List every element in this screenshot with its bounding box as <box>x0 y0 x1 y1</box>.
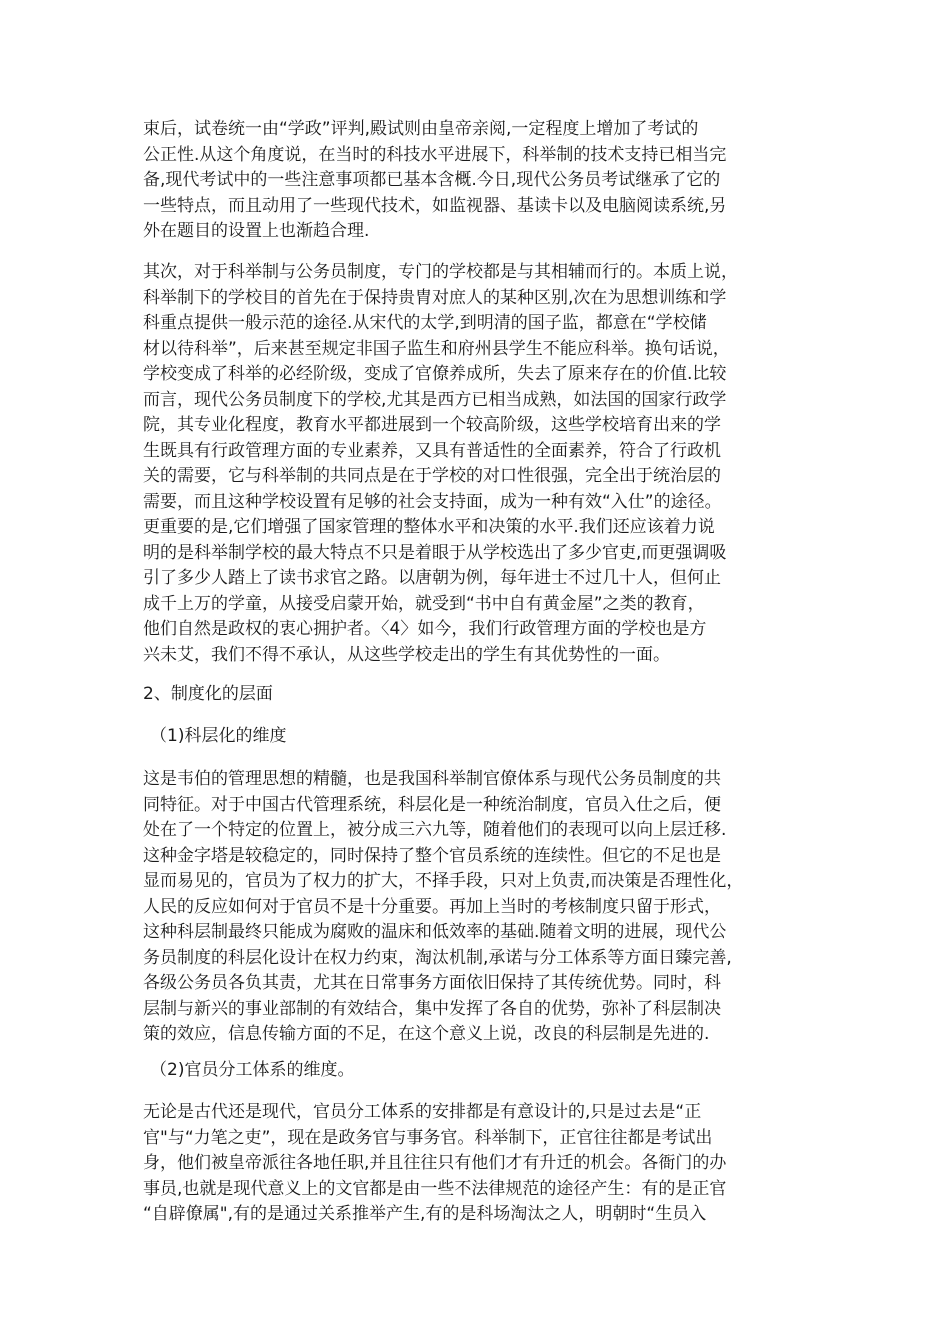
section-heading-institutionalization: 2、制度化的层面 <box>143 684 273 704</box>
text-line: 人民的反应如何对于官员不是十分重要。再加上当时的考核制度只留于形式， <box>143 896 721 917</box>
text-line: 无论是古代还是现代，官员分工体系的安排都是有意设计的,只是过去是“正 <box>143 1102 702 1122</box>
text-line: “自辟僚属",有的是通过关系推举产生,有的是科场淘汰之人，明朝时“生员入 <box>143 1204 707 1224</box>
text-line: 备,现代考试中的一些注意事项都已基本含概.今日,现代公务员考试继承了它的 <box>143 170 721 190</box>
text-line: 他们自然是政权的衷心拥护者。〈4〉如今，我们行政管理方面的学校也是方 <box>143 619 707 639</box>
text-line: 公正性.从这个角度说，在当时的科技水平进展下，科举制的技术支持已相当完 <box>143 144 727 165</box>
text-line: 成千上万的学童，从接受启蒙开始，就受到“书中自有黄金屋”之类的教育， <box>143 593 705 614</box>
text-line: 显而易见的，官员为了权力的扩大，不择手段，只对上负责,而决策是否理性化， <box>143 871 744 891</box>
text-line: 身，他们被皇帝派往各地任职,并且往往只有他们才有升迁的机会。各衙门的办 <box>143 1153 727 1173</box>
text-line: 外在题目的设置上也渐趋合理. <box>143 221 370 241</box>
paragraph-schools <box>143 260 813 668</box>
text-line: 生既具有行政管理方面的专业素养，又具有普适性的全面素养，符合了行政机 <box>143 440 721 461</box>
text-line: 层制与新兴的事业部制的有效结合，集中发挥了各自的优势，弥补了科层制决 <box>143 998 721 1019</box>
paragraph-exam-fairness <box>143 117 813 245</box>
paragraph-division-of-labor <box>143 1100 813 1228</box>
text-line: 科举制下的学校目的首先在于保持贵胄对庶人的某种区别,次在为思想训练和学 <box>143 287 727 308</box>
text-line: 关的需要，它与科举制的共同点是在于学校的对口性很强，完全出于统治层的 <box>143 466 721 486</box>
subheading-division-of-labor: （2)官员分工体系的维度。 <box>150 1060 355 1080</box>
subheading-bureaucracy: （1)科层化的维度 <box>150 726 287 746</box>
text-line: 这种金字塔是较稳定的，同时保持了整个官员系统的连续性。但它的不足也是 <box>143 845 721 866</box>
text-line: 材以待科举”，后来甚至规定非国子监生和府州县学生不能应科举。换句话说， <box>143 338 730 359</box>
text-line: 更重要的是,它们增强了国家管理的整体水平和决策的水平.我们还应该着力说 <box>143 517 715 537</box>
text-line: 束后，试卷统一由“学政”评判,殿试则由皇帝亲阅,一定程度上增加了考试的 <box>143 119 699 139</box>
text-line: 这是韦伯的管理思想的精髓，也是我国科举制官僚体系与现代公务员制度的共 <box>143 769 721 789</box>
text-line: 各级公务员各负其责，尤其在日常事务方面依旧保持了其传统优势。同时，科 <box>143 973 721 993</box>
text-line: 学校变成了科举的必经阶级，变成了官僚养成所，失去了原来存在的价值.比较 <box>143 364 727 384</box>
text-line: 策的效应，信息传输方面的不足，在这个意义上说，改良的科层制是先进的. <box>143 1024 710 1044</box>
text-line: 需要，而且这种学校设置有足够的社会支持面，成为一种有效“入仕”的途径。 <box>143 491 722 512</box>
text-line: 一些特点，而且动用了一些现代技术，如监视器、基读卡以及电脑阅读系统,另 <box>143 195 727 216</box>
text-line: 科重点提供一般示范的途径.从宋代的太学,到明清的国子监，都意在“学校储 <box>143 313 707 333</box>
text-line: 兴未艾，我们不得不承认，从这些学校走出的学生有其优势性的一面。 <box>143 644 670 665</box>
text-line: 同特征。对于中国古代管理系统，科层化是一种统治制度，官员入仕之后，便 <box>143 794 721 815</box>
text-line: 这种科层制最终只能成为腐败的温床和低效率的基础.随着文明的进展，现代公 <box>143 922 727 942</box>
text-line: 处在了一个特定的位置上，被分成三六九等，随着他们的表现可以向上层迁移. <box>143 820 727 840</box>
text-line: 而言，现代公务员制度下的学校,尤其是西方已相当成熟，如法国的国家行政学 <box>143 389 727 410</box>
text-line: 务员制度的科层化设计在权力约束，淘汰机制,承诺与分工体系等方面日臻完善, <box>143 947 732 968</box>
text-line: 其次，对于科举制与公务员制度，专门的学校都是与其相辅而行的。本质上说， <box>143 262 738 282</box>
text-line: 事员,也就是现代意义上的文官都是由一些不法律规范的途径产生：有的是正官 <box>143 1178 727 1199</box>
text-line: 官"与“力笔之吏”，现在是政务官与事务官。科举制下，正官往往都是考试出 <box>143 1127 713 1148</box>
paragraph-bureaucracy <box>143 767 813 1048</box>
text-line: 院，其专业化程度，教育水平都进展到一个较高阶级，这些学校培育出来的学 <box>143 415 721 435</box>
text-line: 明的是科举制学校的最大特点不只是着眼于从学校选出了多少官吏,而更强调吸 <box>143 542 727 563</box>
text-line: 引了多少人踏上了读书求官之路。以唐朝为例，每年进士不过几十人，但何止 <box>143 568 721 588</box>
